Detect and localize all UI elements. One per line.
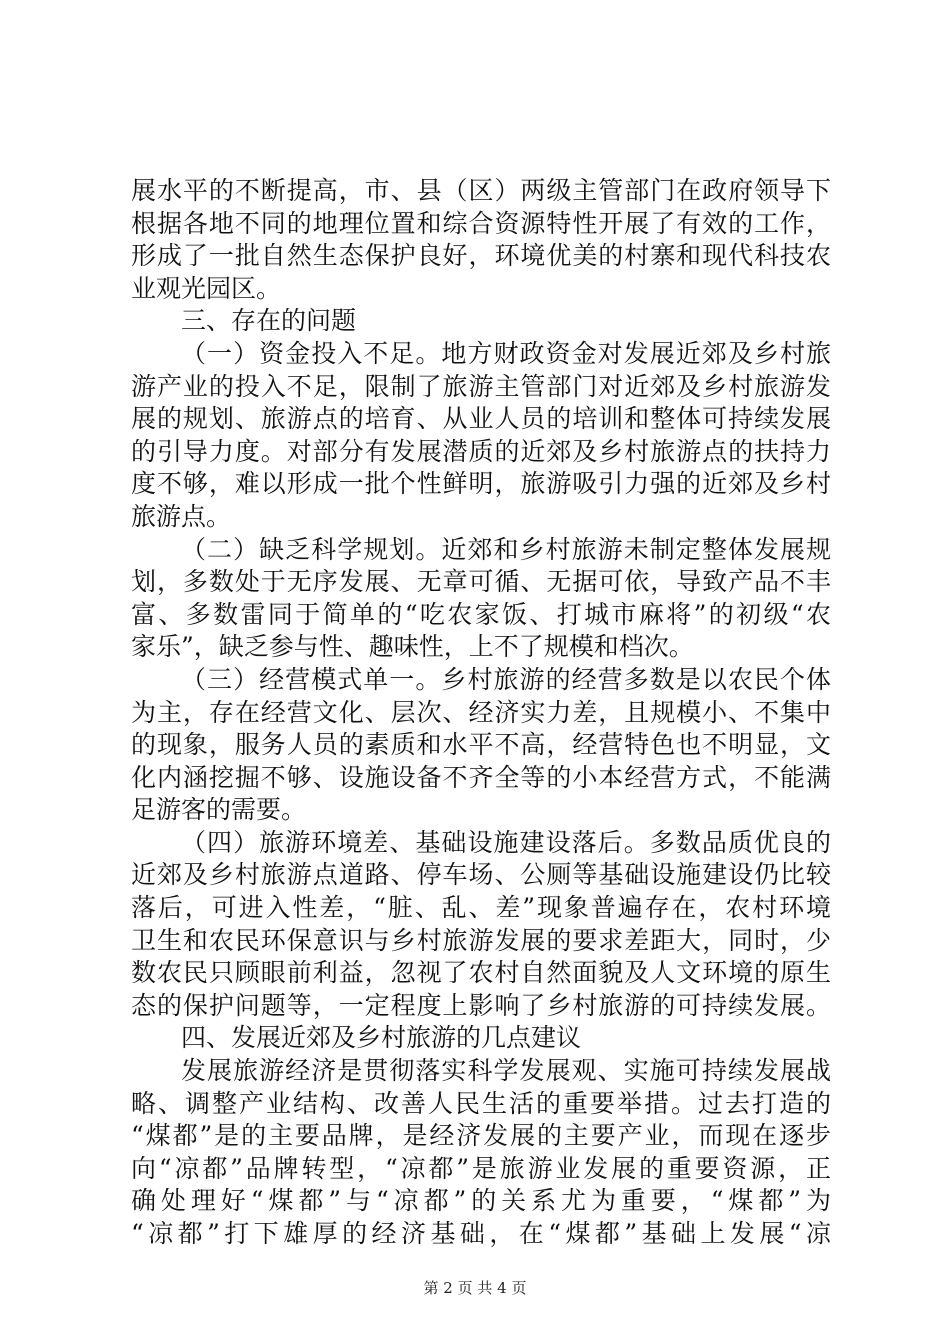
text-line: （一）资金投入不足。地方财政资金对发展近郊及乡村旅	[181, 338, 831, 368]
text-line: 近郊及乡村旅游点道路、停车场、公厕等基础设施建设仍比较	[131, 860, 831, 890]
document-body	[131, 175, 831, 1251]
text-line: 发展旅游经济是贯彻落实科学发展观、实施可持续发展战	[181, 1056, 831, 1086]
text-line: （三）经营模式单一。乡村旅游的经营多数是以农民个体	[181, 664, 831, 694]
text-line: 足游客的需要。	[131, 795, 307, 825]
text-line: 家乐”，缺乏参与性、趣味性，上不了规模和档次。	[131, 632, 694, 662]
text-line: 化内涵挖掘不够、设施设备不齐全等的小本经营方式，不能满	[131, 762, 831, 792]
text-line: 略、调整产业结构、改善人民生活的重要举措。过去打造的	[131, 1088, 831, 1118]
text-line: 展水平的不断提高，市、县（区）两级主管部门在政府领导下	[131, 176, 831, 205]
page-number-label: 第 2 页 共 4 页	[423, 1279, 527, 1297]
text-line: 数农民只顾眼前利益，忽视了农村自然面貌及人文环境的原生	[131, 958, 831, 988]
text-line: 旅游点。	[131, 501, 232, 531]
text-line: 的引导力度。对部分有发展潜质的近郊及乡村旅游点的扶持力	[131, 436, 831, 466]
text-line: 态的保护问题等，一定程度上影响了乡村旅游的可持续发展。	[131, 990, 831, 1020]
page-footer	[0, 1277, 950, 1298]
text-line: “煤都”是的主要品牌，是经济发展的主要产业，而现在逐步	[131, 1121, 831, 1151]
text-line: 形成了一批自然生态保护良好，环境优美的村寨和现代科技农	[131, 241, 831, 271]
text-line: 富、多数雷同于简单的“吃农家饭、打城市麻将”的初级“农	[131, 599, 831, 629]
text-line: 卫生和农民环保意识与乡村旅游发展的要求差距大，同时，少	[131, 925, 831, 955]
text-line: （二）缺乏科学规划。近郊和乡村旅游未制定整体发展规	[181, 534, 831, 564]
text-line: （四）旅游环境差、基础设施建设落后。多数品质优良的	[181, 827, 831, 857]
text-line: 游产业的投入不足，限制了旅游主管部门对近郊及乡村旅游发	[131, 371, 831, 401]
text-line: 向“凉都”品牌转型，“凉都”是旅游业发展的重要资源，正	[131, 1153, 831, 1183]
text-line: 三、存在的问题	[181, 306, 357, 336]
text-line: 落后，可进入性差，“脏、乱、差”现象普遍存在，农村环境	[131, 893, 831, 923]
text-line: 为主，存在经营文化、层次、经济实力差，且规模小、不集中	[131, 697, 831, 727]
text-line: 展的规划、旅游点的培育、从业人员的培训和整体可持续发展	[131, 404, 831, 434]
text-line: 业观光园区。	[131, 273, 282, 303]
text-line: 四、发展近郊及乡村旅游的几点建议	[181, 1023, 582, 1053]
text-line: 确处理好“煤都”与“凉都”的关系尤为重要，“煤都”为	[131, 1186, 831, 1216]
text-line: 的现象，服务人员的素质和水平不高，经营特色也不明显，文	[131, 730, 831, 760]
text-line: 划，多数处于无序发展、无章可循、无据可依，导致产品不丰	[131, 567, 831, 597]
text-line: 度不够，难以形成一批个性鲜明，旅游吸引力强的近郊及乡村	[131, 469, 831, 499]
text-line: 根据各地不同的地理位置和综合资源特性开展了有效的工作，	[131, 208, 831, 238]
text-line: “凉都”打下雄厚的经济基础，在“煤都”基础上发展“凉	[131, 1219, 831, 1248]
